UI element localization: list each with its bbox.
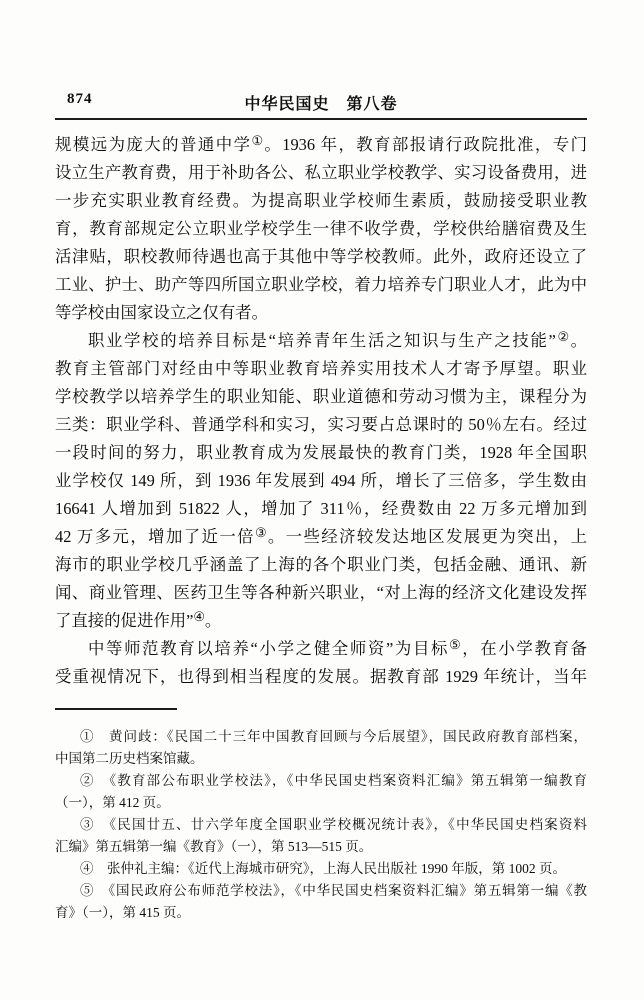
- text-line: 了直接的促进作用”④。: [55, 610, 222, 630]
- footnote-line: ③ 《民国廿五、廿六学年度全国职业学校概况统计表》，《中华民国史档案资料: [80, 817, 587, 832]
- footnote-3: [55, 814, 587, 858]
- footnote-line: 汇编》第五辑第一编《教育》（一），第 513—515 页。: [55, 839, 373, 854]
- footnote-line: ⑤ 《国民政府公布师范学校法》，《中华民国史档案资料汇编》第五辑第一编《教: [80, 883, 587, 898]
- footnote-line: ④ 张仲礼主编：《近代上海城市研究》，上海人民出版社 1990 年版，第 1002 页。: [80, 861, 566, 876]
- footnote-4: [55, 858, 587, 880]
- paragraph-2: [55, 327, 587, 635]
- page-header: [0, 91, 644, 111]
- text-line: 闻、商业管理、医药卫生等各种新兴职业，“对上海的经济文化建设发挥: [55, 583, 587, 602]
- text-line: 受重视情况下，也得到相当程度的发展。据教育部 1929 年统计，当年: [55, 667, 587, 686]
- footnote-separator: [55, 708, 177, 710]
- text-line: 42 万多元，增加了近一倍③。一些经济较发达地区发展更为突出，上: [55, 526, 587, 546]
- text-line: 活津贴，职校教师待遇也高于其他中等学校教师。此外，政府还设立了: [55, 247, 587, 266]
- text-line: 工业、护士、助产等四所国立职业学校，着力培养专门职业人才，此为中: [55, 275, 587, 294]
- footnote-line: 育》（一），第 415 页。: [55, 905, 190, 920]
- footnote-line: （一），第 412 页。: [55, 795, 170, 810]
- paragraph-1: [55, 131, 587, 327]
- text-line: 等学校由国家设立之仅有者。: [55, 303, 269, 322]
- footnote-line: ② 《教育部公布职业学校法》，《中华民国史档案资料汇编》第五辑第一编教育: [80, 773, 587, 788]
- footnote-1: [55, 726, 587, 770]
- text-line: 海市的职业学校几乎涵盖了上海的各个职业门类，包括金融、通讯、新: [55, 555, 587, 574]
- footnote-5: [55, 880, 587, 924]
- footnote-line: ① 黄问歧：《民国二十三年中国教育回顾与今后展望》，国民政府教育部档案，: [80, 729, 587, 744]
- text-line: 设立生产教育费，用于补助各公、私立职业学校教学、实习设备费用，进: [55, 163, 587, 182]
- header-rule: [55, 118, 587, 120]
- paragraph-3: [55, 635, 587, 691]
- running-head-title: 中华民国史 第八卷: [244, 96, 398, 113]
- text-line: 规模远为庞大的普通中学①。1936 年，教育部报请行政院批准，专门: [55, 134, 587, 154]
- footnote-2: [55, 770, 587, 814]
- text-line: 一步充实职业教育经费。为提高职业学校师生素质，鼓励接受职业教: [55, 191, 587, 210]
- text-line: 学校教学以培养学生的职业知能、职业道德和劳动习惯为主，课程分为: [55, 387, 587, 406]
- page-number: 874: [67, 91, 93, 107]
- text-line: 一段时间的努力，职业教育成为发展最快的教育门类，1928 年全国职: [55, 443, 587, 462]
- text-line: 16641 人增加到 51822 人，增加了 311％，经费数由 22 万多元增加到: [55, 499, 587, 518]
- body-text: [55, 131, 587, 691]
- text-line: 育，教育部规定公立职业学校学生一律不收学费，学校供给膳宿费及生: [55, 219, 587, 238]
- text-line: 中等师范教育以培养“小学之健全师资”为目标⑤，在小学教育备: [88, 638, 587, 658]
- text-line: 职业学校的培养目标是“培养青年生活之知识与生产之技能”②。: [88, 330, 587, 350]
- footnote-line: 中国第二历史档案馆藏。: [55, 751, 204, 766]
- text-line: 业学校仅 149 所，到 1936 年发展到 494 所，增长了三倍多，学生数由: [55, 471, 587, 490]
- text-line: 三类：职业学科、普通学科和实习，实习要占总课时的 50％左右。经过: [55, 415, 587, 434]
- text-line: 教育主管部门对经由中等职业教育培养实用技术人才寄予厚望。职业: [55, 359, 587, 378]
- footnotes: [55, 726, 587, 924]
